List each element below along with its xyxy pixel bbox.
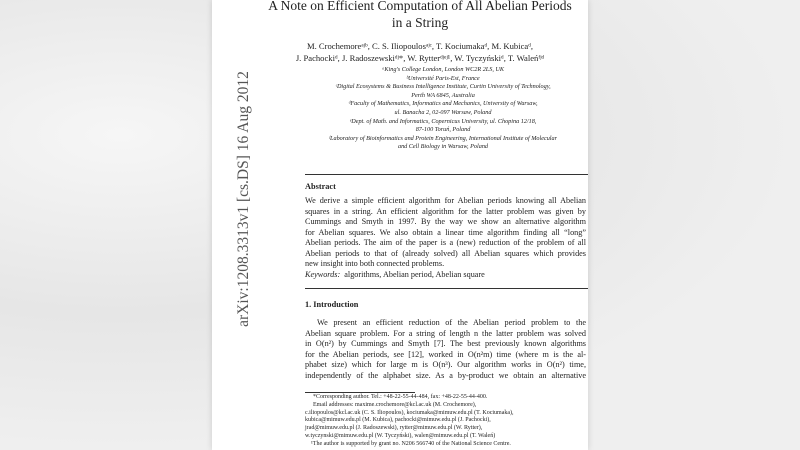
arxiv-identifier: arXiv:1208.3313v1 [cs.DS] 16 Aug 2012 xyxy=(235,71,252,327)
intro-text: We present an efficient reduction of the Abelian period problem to the Abelian square problem. For a string of length n the latter problem was solved in O(n²) by Cummings and Smyth [7]. The best previously known algorithms for the Abelian periods, see [12], worked in O(n²m) time (where m is the al- phabet size) which for large m is O(n³). Our algorithm works in O(n²) time, independently of the alphabet size. As a by-product we obtain an alternative xyxy=(305,318,586,380)
section-heading: 1. Introduction xyxy=(305,300,359,309)
footnote-rule xyxy=(305,392,415,393)
author-list: M. Crochemoreᵃʲᵇ, C. S. Iliopoulosᵃʲᶜ, T. Kociumakaᵈ, M. Kubicaᵈ, J. Pachockiᵈ, J. Radoszewskiᵈʲ*, W. Rytterᵈʲᵉʲ¹, W. Tyczyńskiᵈ, T. Waleńᶠʲᵈ xyxy=(295,41,545,63)
abstract-bottom-rule xyxy=(305,288,588,289)
keywords: Keywords: algorithms, Abelian period, Abelian square xyxy=(305,270,485,279)
abstract-text: We derive a simple efficient algorithm for Abelian periods knowing all Abelian squares in a string. An efficient algorithm for the latter problem was given by Cummings and Smyth in 1997. By the way we show an alternative algorithm for Abelian squares. We also obtain a linear time algorithm finding all “long” Abelian periods. The aim of the paper is a (new) reduction of the problem of all Abelian periods to that of (already solved) all Abelian squares which provides new insight into both connected problems. xyxy=(305,196,586,268)
abstract-heading: Abstract xyxy=(305,182,336,191)
paper-page xyxy=(212,0,588,450)
affiliations: ᵃKing's College London, London WC2R 2LS, UK ᵇUniversité Paris-Est, France ᶜDigital Ecosystems & Business Intelligence Institute, Curtin University of Technology, Perth WA 6845, Australia ᵈFaculty of Mathematics, Informatics and Mechanics, University of Warsaw, ul. Banacha 2, 02-097 Warsaw, Poland ᵉDept. of Math. and Informatics, Copernicus University, ul. Chopina 12/18, 87-100 Toruń, Poland ᶠLaboratory of Bioinformatics and Protein Engineering, International Institute of Molecular and Cell Biology in Warsaw, Poland xyxy=(328,66,558,151)
footnotes: *Corresponding author. Tel.: +48-22-55-44-484, fax: +48-22-55-44-400. Email addresses: maxime.crochemore@kcl.ac.uk (M. Crochemore), c.iliopoulos@kcl.ac.uk (C. S. Iliopoulos), kociumaka@mimuw.edu.pl (T. Kociumaka), kubica@mimuw.edu.pl (M. Kubica), pachocki@mimuw.edu.pl (J. Pachocki), jrad@mimuw.edu.pl (J. Radoszewski), rytter@mimuw.edu.pl (W. Rytter), w.tyczynski@mimuw.edu.pl (W. Tyczyński), walen@mimuw.edu.pl (T. Waleń) ¹The author is supported by grant no. N206 566740 of the National Science Centre. xyxy=(305,394,514,447)
paper-title: A Note on Efficient Computation of All Abelian Periods in a String xyxy=(268,0,572,30)
abstract-top-rule xyxy=(305,174,588,175)
